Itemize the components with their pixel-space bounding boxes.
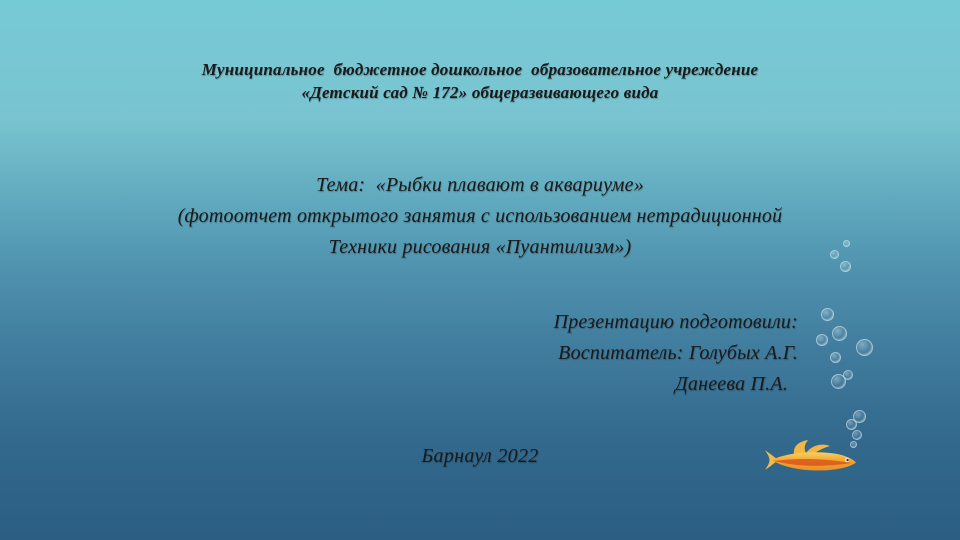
- bubble-decoration: [843, 240, 850, 247]
- bubble-decoration: [856, 339, 873, 356]
- organization-title: [0, 58, 960, 104]
- topic-line2: (фотоотчет открытого занятия с использованием нетрадиционной: [177, 205, 783, 227]
- topic-block: [0, 170, 960, 263]
- credits-block: [554, 307, 798, 400]
- bubble-decoration: [816, 334, 828, 346]
- bubble-decoration: [840, 261, 851, 272]
- organization-title-line1: Муниципальное бюджетное дошкольное образовательное учреждение: [201, 60, 759, 79]
- credits-author1: Воспитатель: Голубых А.Г.: [558, 342, 798, 364]
- fish-pupil: [847, 459, 849, 461]
- bubble-decoration: [852, 430, 862, 440]
- organization-title-line2: «Детский сад № 172» общеразвивающего вида: [301, 83, 659, 102]
- bubble-decoration: [846, 419, 857, 430]
- credits-heading: Презентацию подготовили:: [553, 311, 798, 333]
- topic-line3: Техники рисования «Пуантилизм»): [328, 236, 632, 258]
- bubble-decoration: [830, 352, 841, 363]
- city-year-label: Барнаул 2022: [421, 445, 539, 467]
- bubble-decoration: [830, 250, 839, 259]
- goldfish-image: [764, 440, 858, 478]
- bubble-decoration: [832, 326, 847, 341]
- bubble-decoration: [821, 308, 834, 321]
- topic-line1: Тема: «Рыбки плавают в аквариуме»: [316, 174, 644, 196]
- bubble-decoration: [831, 374, 846, 389]
- credits-author2: Данеева П.А.: [674, 373, 788, 395]
